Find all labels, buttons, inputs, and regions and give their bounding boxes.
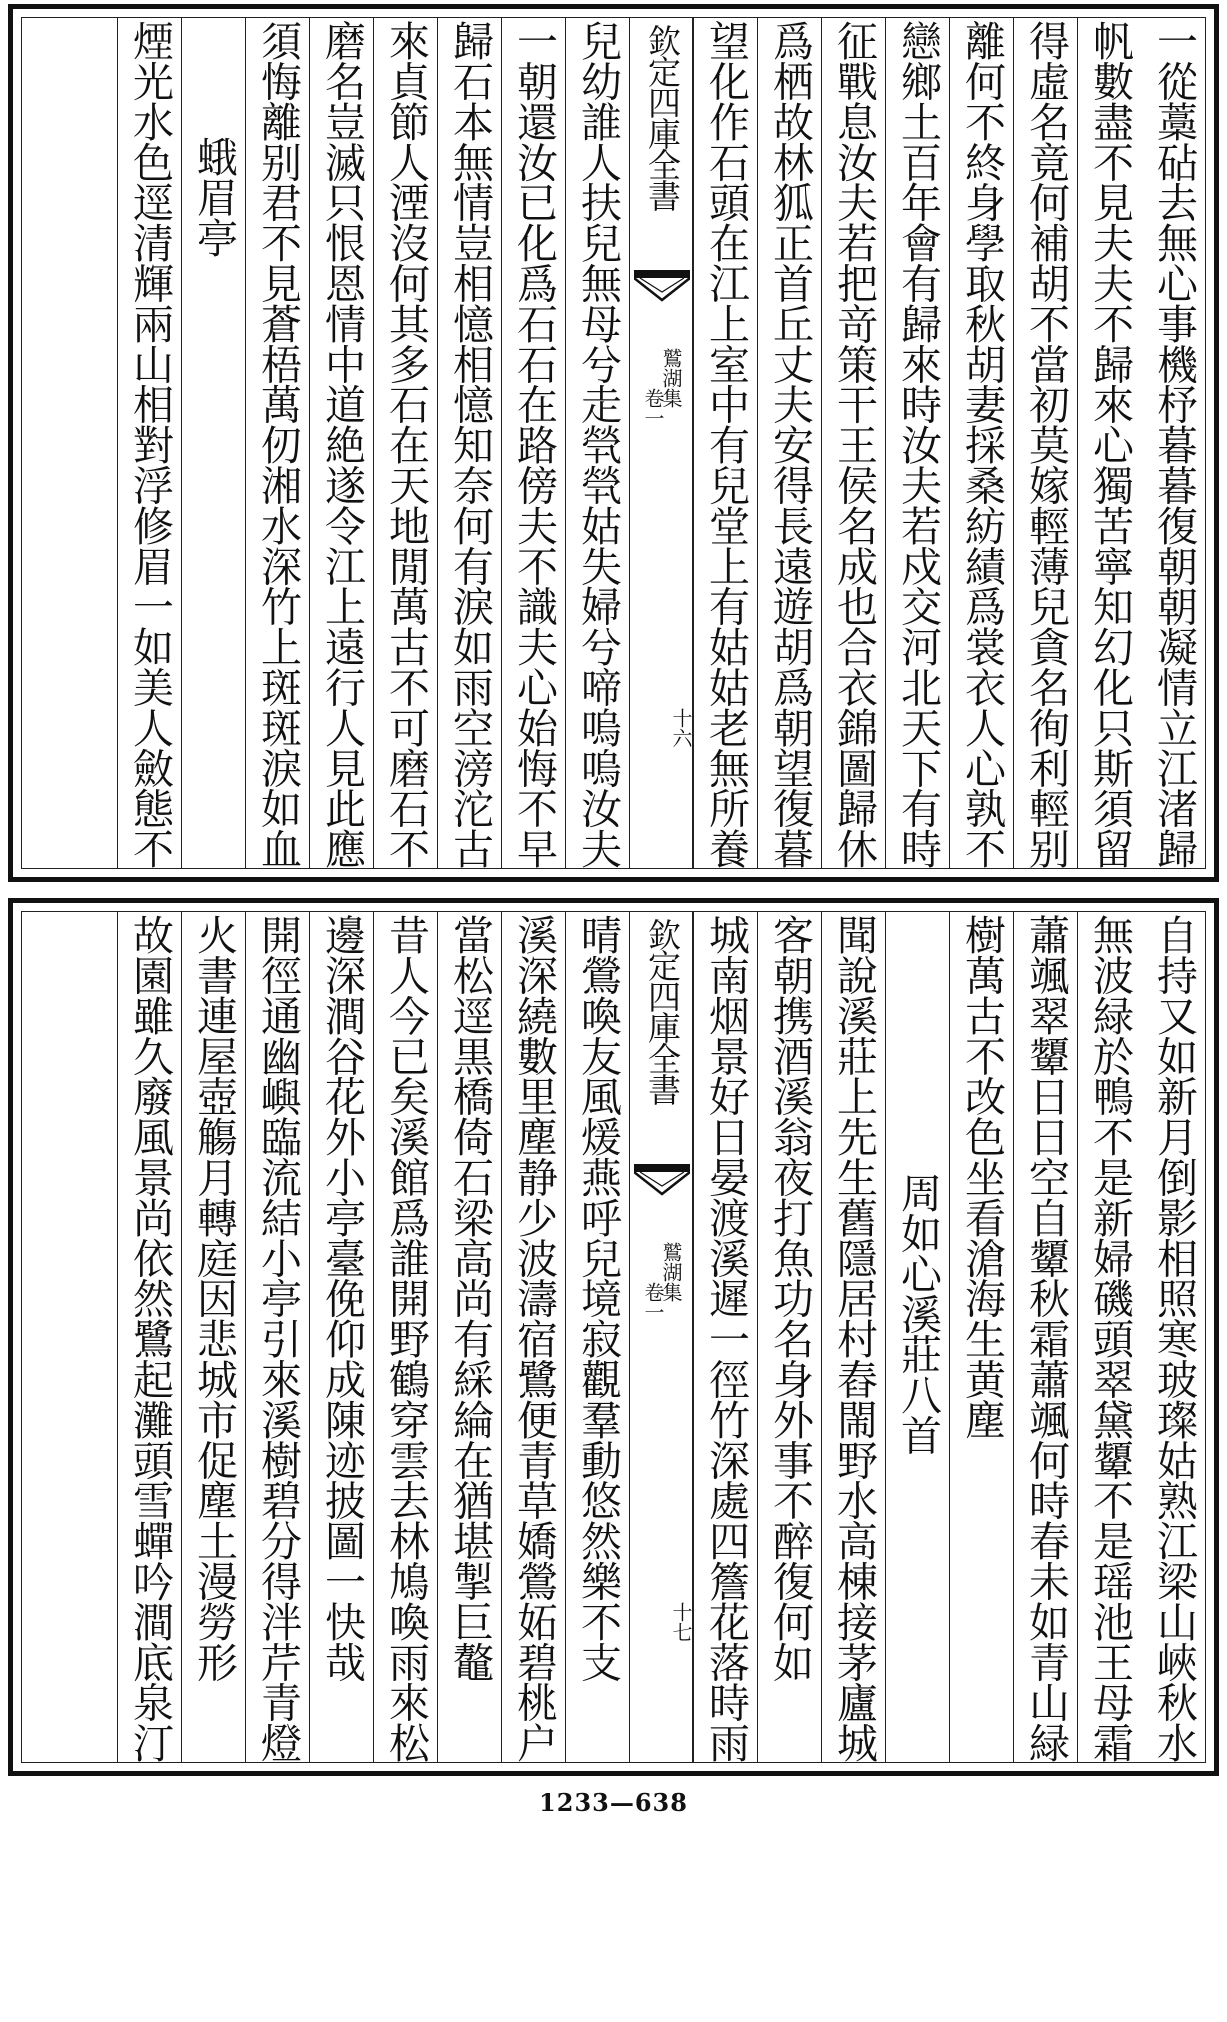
- column-text: 望化作石頭在江上室中有兒堂上有姑姑老無所養: [702, 20, 750, 869]
- column-text: 一從藁砧去無心事機杼暮暮復朝朝凝情立江渚歸: [1150, 20, 1198, 869]
- column-text: 火書連屋壺觴月轉庭因悲城市促塵土漫勞形: [190, 914, 238, 1682]
- text-column: [501, 18, 565, 868]
- text-column: [245, 912, 309, 1762]
- text-column: [1077, 912, 1141, 1762]
- page-number: 十七: [669, 1602, 693, 1642]
- library-title: 欽定四庫全書: [643, 24, 682, 210]
- column-text: 煙光水色逕清輝兩山相對浮修眉一如美人斂態不: [126, 20, 174, 869]
- fishtail-mark-icon: [634, 270, 690, 304]
- text-column: [821, 912, 885, 1762]
- book-title: 鷲湖集: [659, 1242, 683, 1302]
- poem-title: 周如心溪莊八首: [894, 1172, 942, 1455]
- column-text: 邊深澗谷花外小亭臺俛仰成陳迹披圖一快哉: [318, 914, 366, 1682]
- text-column: [693, 912, 757, 1762]
- center-fold: [629, 912, 693, 1762]
- center-fold: [629, 18, 693, 868]
- text-column: [885, 912, 949, 1762]
- text-column: [565, 912, 629, 1762]
- text-column: [117, 18, 181, 868]
- text-column: [501, 912, 565, 1762]
- column-text: 晴鶯喚友風煖燕呼兒境寂觀羣動悠然樂不支: [574, 914, 622, 1682]
- column-text: 歸石本無情豈相憶相憶知奈何有淚如雨空滂沱古: [446, 20, 494, 869]
- text-column: [693, 18, 757, 868]
- text-column: [1013, 18, 1077, 868]
- text-column: [757, 18, 821, 868]
- top-page-frame: [21, 17, 1206, 869]
- column-text: 得虛名竟何補胡不當初莫嫁輕薄兒貪名徇利輕别: [1022, 20, 1070, 869]
- text-column: [565, 18, 629, 868]
- column-text: 溪深繞數里塵静少波濤宿鷺便青草嬌鶯妬碧桃户: [510, 914, 558, 1763]
- text-column: [245, 18, 309, 868]
- column-text: 離何不終身學取秋胡妻採桑紡績爲裳衣人心孰不: [958, 20, 1006, 869]
- column-text: 一朝還汝已化爲石石在路傍夫不識夫心始悔不早: [510, 20, 558, 869]
- text-column: [949, 18, 1013, 868]
- volume-label: 卷一: [641, 388, 665, 428]
- text-column: [437, 18, 501, 868]
- column-text: 來貞節人湮沒何其多石在天地閒萬古不可磨石不: [382, 20, 430, 869]
- column-text: 爲栖故林狐正首丘丈夫安得長遠遊胡爲朝望復暮: [766, 20, 814, 869]
- column-text: 客朝携酒溪翁夜打魚功名身外事不醉復何如: [766, 914, 814, 1682]
- text-column: [1141, 912, 1205, 1762]
- bottom-page-frame: [21, 911, 1206, 1763]
- text-column: [949, 912, 1013, 1762]
- column-text: 征戰息汝夫若把竒策干王侯名成也合衣錦圖歸休: [830, 20, 878, 869]
- column-text: 故園雖久廢風景尚依然鷺起灘頭雪蟬吟澗底泉汀: [126, 914, 174, 1763]
- text-column: [757, 912, 821, 1762]
- text-column: [309, 912, 373, 1762]
- column-text: 城南烟景好日晏渡溪遲一徑竹深處四簷花落時雨: [702, 914, 750, 1763]
- column-text: 戀鄉土百年會有歸來時汝夫若戍交河北天下有時: [894, 20, 942, 869]
- page-number: 十六: [669, 708, 693, 748]
- volume-label: 卷一: [641, 1282, 665, 1322]
- column-text: 開徑通幽嶼臨流結小亭引來溪樹碧分得泮芹青燈: [254, 914, 302, 1763]
- column-text: 蕭颯翠顰日日空自顰秋霜蕭颯何時春未如青山緑: [1022, 914, 1070, 1763]
- text-column: [117, 912, 181, 1762]
- top-page: [8, 4, 1219, 882]
- text-column: [373, 912, 437, 1762]
- text-column: [437, 912, 501, 1762]
- text-column: [309, 18, 373, 868]
- text-column: [181, 18, 245, 868]
- text-column: [1077, 18, 1141, 868]
- bottom-page: [8, 898, 1219, 1776]
- text-column: [821, 18, 885, 868]
- book-title: 鷲湖集: [659, 348, 683, 408]
- text-column: [181, 912, 245, 1762]
- poem-title: 蛾眉亭: [190, 136, 238, 258]
- text-column: [885, 18, 949, 868]
- text-column: [1141, 18, 1205, 868]
- column-text: 昔人今已矣溪館爲誰開野鶴穿雲去林鳩喚雨來松: [382, 914, 430, 1763]
- text-column: [1013, 912, 1077, 1762]
- column-text: 無波緑於鴨不是新婦磯頭翠黛顰不是瑶池王母霜: [1086, 914, 1134, 1763]
- fishtail-mark-icon: [634, 1164, 690, 1198]
- column-text: 聞說溪莊上先生舊隱居村舂閙野水高棟接茅廬城: [830, 914, 878, 1763]
- library-title: 欽定四庫全書: [643, 918, 682, 1104]
- column-text: 自持又如新月倒影相照寒玻璨姑熟江梁山峽秋水: [1150, 914, 1198, 1763]
- column-text: 帆數盡不見夫夫不歸來心獨苦寧知幻化只斯須留: [1086, 20, 1134, 869]
- column-text: 須悔離别君不見蒼梧萬仞湘水深竹上斑斑淚如血: [254, 20, 302, 869]
- column-text: 兒幼誰人扶兒無母兮走煢煢姑失婦兮啼嗚嗚汝夫: [574, 20, 622, 869]
- footer-page-id: 1233—638: [539, 1788, 688, 1817]
- text-column: [373, 18, 437, 868]
- column-text: 樹萬古不改色坐看滄海生黄塵: [958, 914, 1006, 1440]
- column-text: 磨名豈滅只恨恩情中道絶遂令江上遠行人見此應: [318, 20, 366, 869]
- column-text: 當松逕黒橋倚石梁高尚有綵綸在猶堪掣巨鼇: [446, 914, 494, 1682]
